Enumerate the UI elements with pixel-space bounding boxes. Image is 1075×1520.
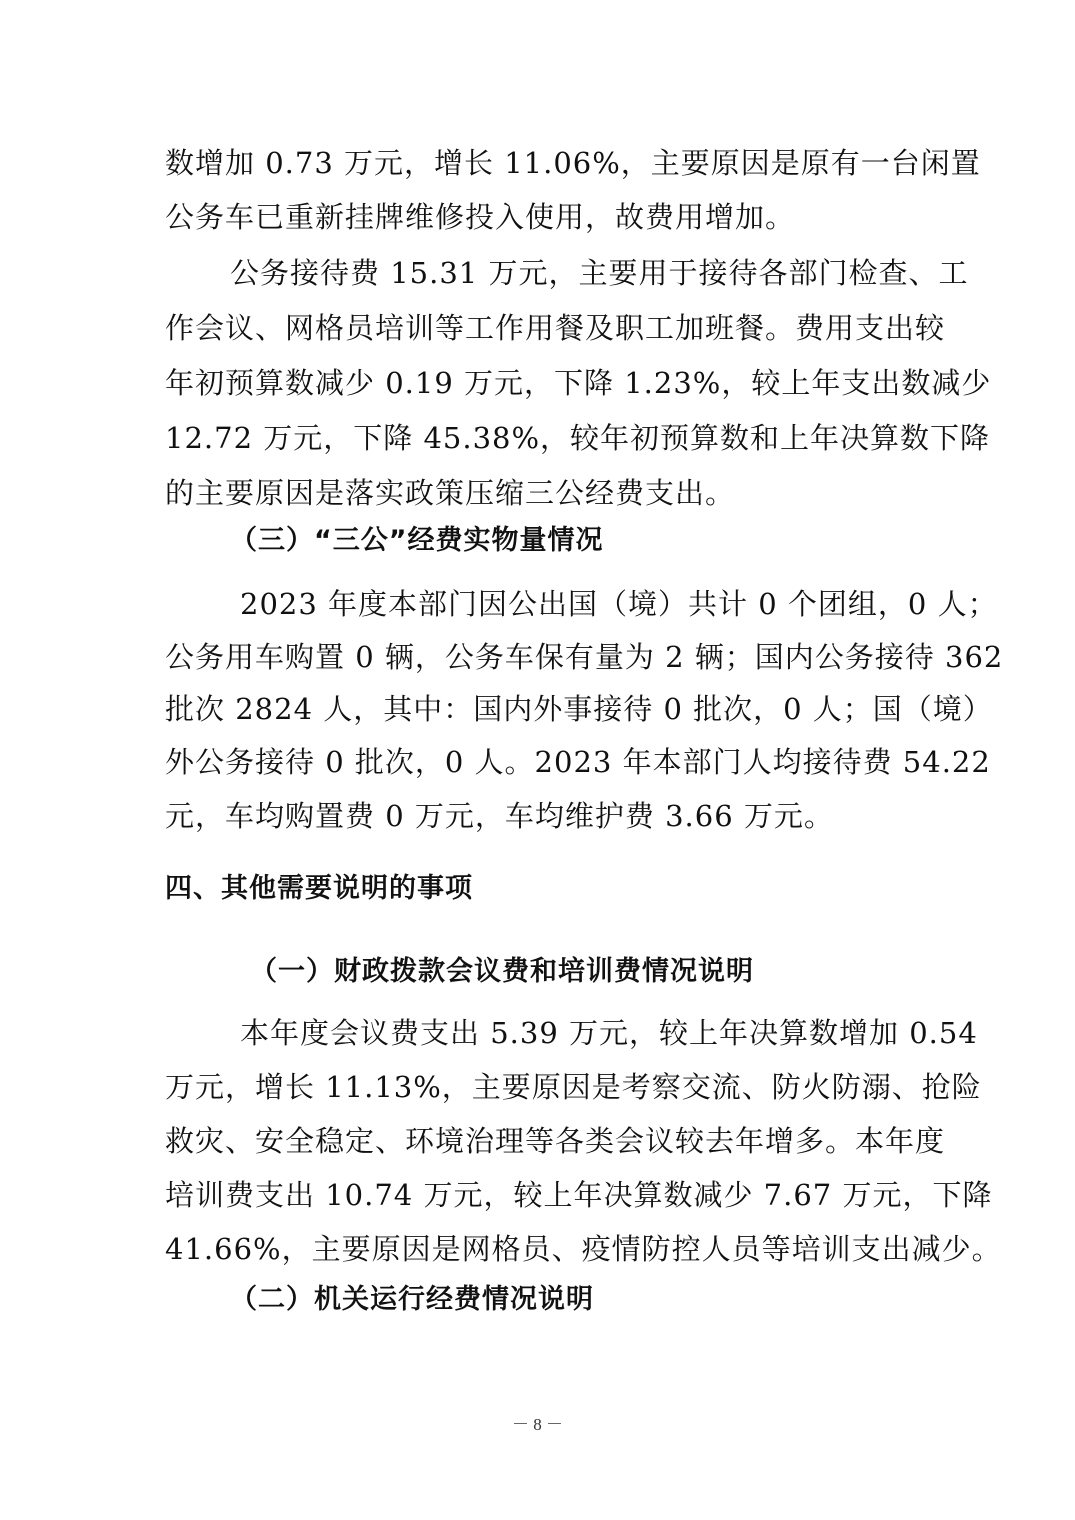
- body-text-line: 万元，增长 11.13%，主要原因是考察交流、防火防溺、抢险: [165, 1070, 982, 1104]
- body-text-line: 年初预算数减少 0.19 万元，下降 1.23%，较上年支出数减少: [165, 366, 992, 400]
- body-text-line: 培训费支出 10.74 万元，较上年决算数减少 7.67 万元，下降: [165, 1178, 993, 1212]
- body-text-line: 批次 2824 人，其中：国内外事接待 0 批次，0 人；国（境）: [165, 692, 993, 726]
- body-text-line: 元，车均购置费 0 万元，车均维护费 3.66 万元。: [165, 799, 834, 833]
- section-heading-1: （一）财政拨款会议费和培训费情况说明: [250, 956, 754, 987]
- paragraph-start-line: 公务接待费 15.31 万元，主要用于接待各部门检查、工: [230, 256, 969, 290]
- paragraph-start-line: 本年度会议费支出 5.39 万元，较上年决算数增加 0.54: [240, 1016, 978, 1050]
- body-text-line: 作会议、网格员培训等工作用餐及职工加班餐。费用支出较: [165, 311, 946, 345]
- body-text-line: 公务用车购置 0 辆，公务车保有量为 2 辆；国内公务接待 362: [165, 640, 1004, 674]
- page-number: － 8 －: [512, 1415, 563, 1434]
- body-text-line: 的主要原因是落实政策压缩三公经费支出。: [165, 476, 736, 510]
- body-text-line: 12.72 万元，下降 45.38%，较年初预算数和上年决算数下降: [165, 421, 991, 455]
- chapter-heading: 四、其他需要说明的事项: [165, 873, 473, 904]
- section-heading-3: （三）“三公”经费实物量情况: [230, 525, 604, 556]
- body-text-line: 外公务接待 0 批次，0 人。2023 年本部门人均接待费 54.22: [165, 745, 991, 779]
- paragraph-start-line: 2023 年度本部门因公出国（境）共计 0 个团组，0 人；: [240, 587, 998, 621]
- body-text-line: 救灾、安全稳定、环境治理等各类会议较去年增多。本年度: [165, 1124, 946, 1158]
- body-text-line: 数增加 0.73 万元，增长 11.06%，主要原因是原有一台闲置: [165, 146, 981, 180]
- body-text-line: 41.66%，主要原因是网格员、疫情防控人员等培训支出减少。: [165, 1232, 1002, 1266]
- body-text-line: 公务车已重新挂牌维修投入使用，故费用增加。: [165, 200, 796, 234]
- section-heading-2: （二）机关运行经费情况说明: [230, 1284, 594, 1315]
